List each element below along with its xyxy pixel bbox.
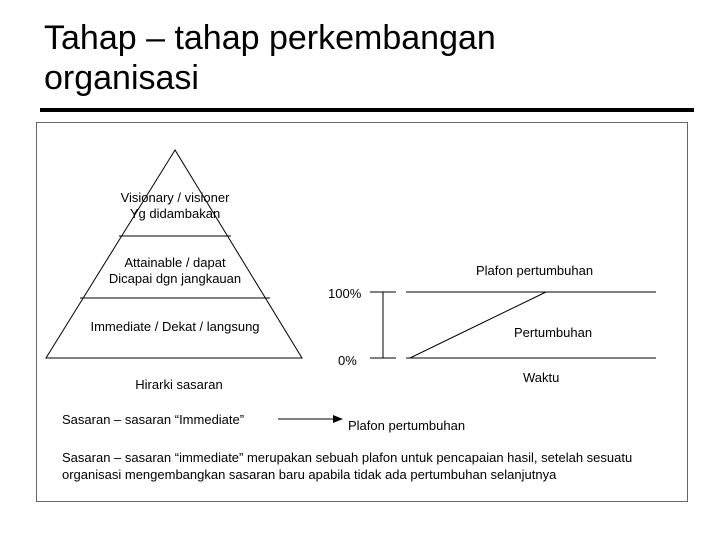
- slide-title-line-1: Tahap – tahap perkembangan: [44, 19, 496, 57]
- time-label: Waktu: [523, 370, 560, 385]
- relation-arrow-head: [333, 415, 343, 423]
- axis-label-0: 0%: [338, 353, 357, 368]
- growth-label: Pertumbuhan: [514, 325, 593, 340]
- pyramid-level-top-line-1: Visionary / visioner: [120, 190, 230, 205]
- pyramid-caption: Hirarki sasaran: [135, 377, 223, 392]
- pyramid-level-middle-line-2: Dicapai dgn jangkauan: [108, 271, 242, 286]
- description-line-1: Sasaran – sasaran “immediate” merupakan sebuah plafon untuk pencapaian hasil, setelah sesuatu: [62, 450, 633, 465]
- relation-left-text: Sasaran – sasaran “Immediate”: [62, 412, 245, 427]
- pyramid-level-top-line-2: Yg didambakan: [129, 206, 221, 221]
- pyramid-level-bottom: Immediate / Dekat / langsung: [90, 319, 260, 334]
- axis-label-100: 100%: [328, 286, 362, 301]
- pyramid-level-middle-line-1: Attainable / dapat: [124, 255, 226, 270]
- slide-title-line-2: organisasi: [44, 59, 199, 97]
- description-line-2: organisasi mengembangkan sasaran baru apabila tidak ada pertumbuhan selanjutnya: [62, 467, 557, 482]
- pyramid-level-middle: [95, 255, 255, 287]
- ceiling-label: Plafon pertumbuhan: [476, 263, 594, 278]
- relation-right-text: Plafon pertumbuhan: [348, 418, 466, 433]
- description-paragraph: [62, 449, 692, 483]
- pyramid-level-top: [105, 190, 245, 222]
